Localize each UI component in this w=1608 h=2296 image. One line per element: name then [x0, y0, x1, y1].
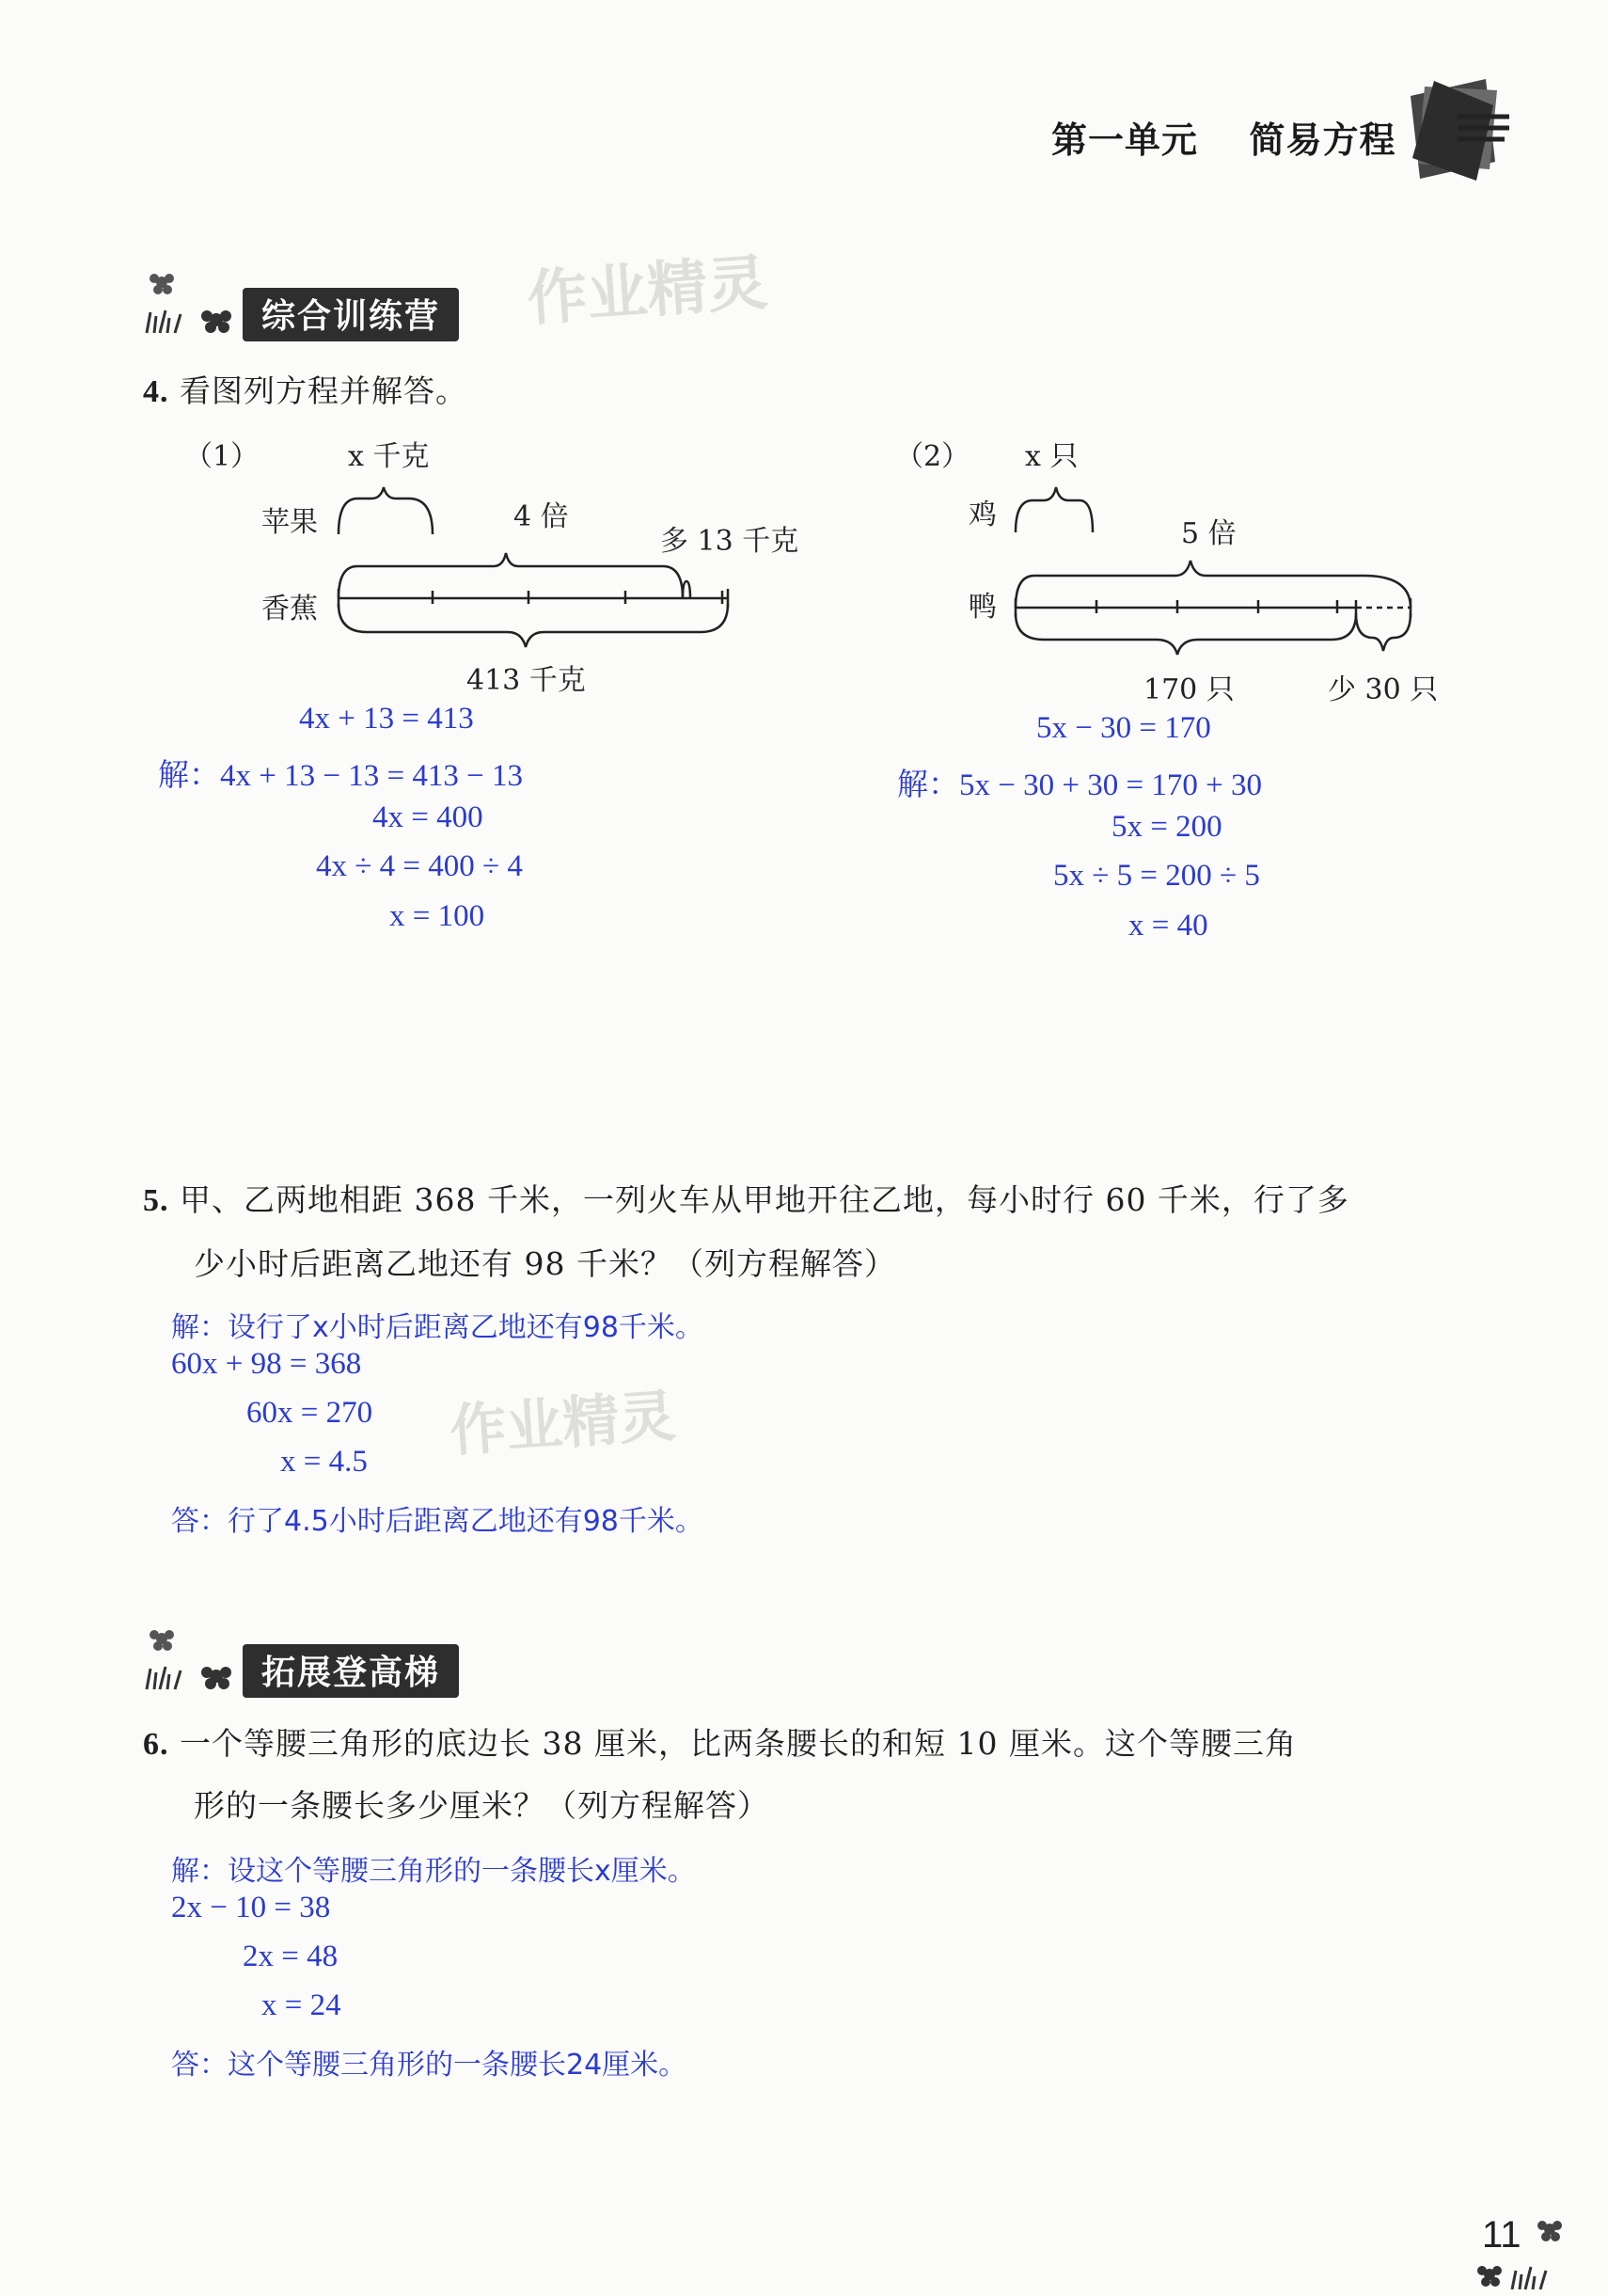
q4-p1-step3: 4x ÷ 4 = 400 ÷ 4 [316, 849, 523, 883]
q4-text: 看图列方程并解答。 [180, 372, 467, 409]
watermark-1: 作业精灵 [525, 248, 770, 335]
q4-p2-label: （2） [895, 440, 970, 473]
q6-stem-line1 [143, 1719, 1297, 1764]
q4-number: 4. [143, 374, 169, 409]
q4-p2-eq: 5x − 30 = 170 [1036, 711, 1211, 745]
q4-p2-step4: x = 40 [1128, 909, 1208, 942]
q4-p1-step1: 解：4x + 13 − 13 = 413 − 13 [158, 759, 523, 793]
q5-text-1: 甲、乙两地相距 368 千米，一列火车从甲地开往乙地，每小时行 60 千米，行了多 [180, 1181, 1349, 1218]
watermark-2: 作业精灵 [448, 1383, 678, 1465]
q4-p1-top: x 千克 [348, 440, 430, 473]
q5-sol-eq: 60x + 98 = 368 [171, 1347, 362, 1381]
q5-sol-let: 解：设行了x小时后距离乙地还有98千米。 [171, 1311, 703, 1344]
q4-p2-less: 少 30 只 [1328, 673, 1439, 706]
header-unit-text: 第一单元 [1051, 119, 1199, 161]
q4-p1-times: 4 倍 [513, 500, 569, 533]
q4-p1-eq: 4x + 13 = 413 [299, 702, 474, 736]
q6-text-1: 一个等腰三角形的底边长 38 厘米，比两条腰长的和短 10 厘米。这个等腰三角 [180, 1725, 1297, 1762]
q4-p1-banana: 香蕉 [261, 593, 318, 625]
q4-p1-total: 413 千克 [466, 664, 586, 697]
q5-stem-line1 [143, 1176, 1349, 1220]
section-title-2: 拓展登高梯 [243, 1644, 459, 1698]
section-title-1: 综合训练营 [243, 288, 459, 341]
q4-p1-step2: 4x = 400 [372, 800, 483, 834]
header-topic-text: 简易方程 [1249, 119, 1396, 161]
q4-p1-label: （1） [184, 440, 260, 473]
q6-sol-answer: 答：这个等腰三角形的一条腰长24厘米。 [171, 2049, 687, 2082]
q4-p2-chicken: 鸡 [969, 499, 997, 531]
q4-p1-segment-diagram [329, 470, 743, 658]
q4-p1-apple: 苹果 [261, 506, 318, 539]
q6-sol-eq: 2x − 10 = 38 [171, 1891, 331, 1924]
q6-sol-let: 解：设这个等腰三角形的一条腰长x厘米。 [171, 1855, 696, 1888]
q6-number: 6. [143, 1727, 169, 1762]
q5-sol-answer: 答：行了4.5小时后距离乙地还有98千米。 [171, 1505, 703, 1538]
page-number: 11 [1482, 2214, 1521, 2256]
flower-grass-icon [141, 1620, 244, 1695]
q4-p1-step4: x = 100 [389, 899, 485, 933]
q6-sol-step2: x = 24 [261, 1988, 341, 2022]
q5-number: 5. [143, 1183, 169, 1218]
flower-grass-icon [1467, 2210, 1570, 2295]
q5-sol-step2: x = 4.5 [280, 1445, 368, 1479]
q6-text-2: 形的一条腰长多少厘米？（列方程解答） [194, 1787, 769, 1824]
q5-text-2: 少小时后距离乙地还有 98 千米？（列方程解答） [194, 1245, 896, 1282]
flower-grass-icon [141, 263, 244, 339]
q4-stem [143, 367, 467, 411]
q6-sol-step1: 2x = 48 [243, 1940, 339, 1973]
q5-sol-step1: 60x = 270 [246, 1396, 373, 1430]
q4-p2-top: x 只 [1025, 440, 1079, 473]
q4-p2-total: 170 只 [1143, 673, 1235, 706]
header-unit [1051, 111, 1396, 163]
q4-p1-more: 多 13 千克 [660, 525, 799, 558]
header-book-icon [1392, 68, 1514, 190]
q4-p2-step1: 解：5x − 30 + 30 = 170 + 30 [897, 768, 1262, 802]
q4-p2-times: 5 倍 [1181, 517, 1237, 550]
q4-p2-segment-diagram [1006, 470, 1420, 668]
q4-p2-duck: 鸭 [969, 591, 997, 624]
q4-p2-step2: 5x = 200 [1111, 810, 1222, 844]
q4-p2-step3: 5x ÷ 5 = 200 ÷ 5 [1053, 859, 1260, 893]
